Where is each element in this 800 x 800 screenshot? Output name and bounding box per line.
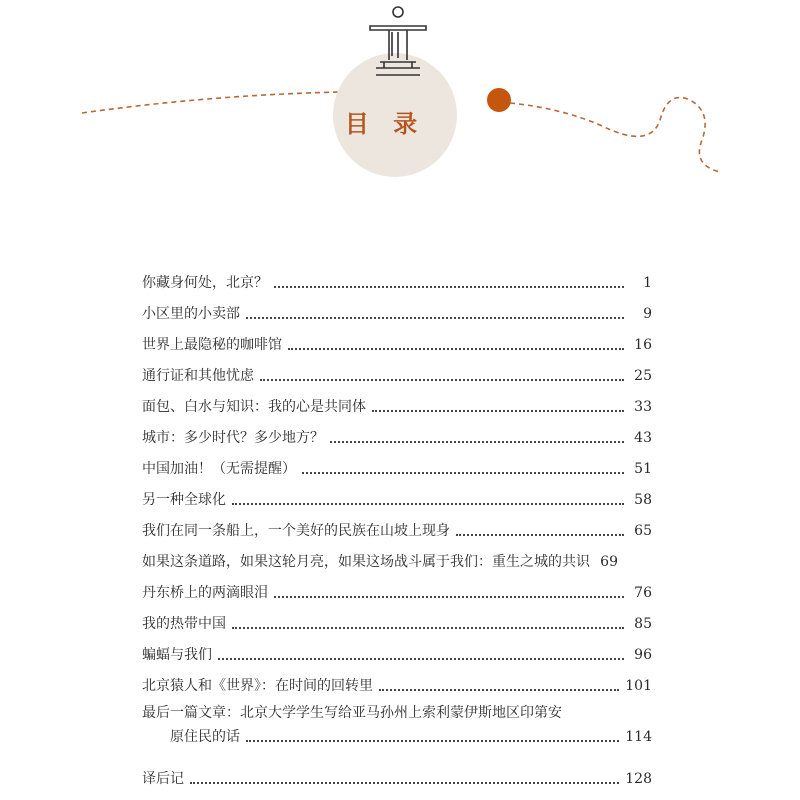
toc-entry-title: 你藏身何处，北京？ xyxy=(142,275,268,291)
dot-leader xyxy=(274,286,624,288)
toc-entry-title: 另一种全球化 xyxy=(142,492,226,508)
toc-entry[interactable] xyxy=(142,603,652,634)
toc-entry[interactable] xyxy=(142,417,652,448)
toc-entry-title: 通行证和其他忧虑 xyxy=(142,368,254,384)
dot-leader xyxy=(379,689,619,691)
toc-entry[interactable] xyxy=(142,293,652,324)
page-title: 目 录 xyxy=(344,109,426,138)
toc-page-number: 69 xyxy=(600,554,618,570)
toc-entry-title: 中国加油！（无需提醒） xyxy=(142,461,296,477)
toc-page-number: 9 xyxy=(643,306,652,322)
toc-entry-title: 我的热带中国 xyxy=(142,616,226,632)
toc-page-number: 85 xyxy=(634,616,652,632)
toc-page-number: 25 xyxy=(634,368,652,384)
dot-leader xyxy=(190,782,619,784)
toc-entry-title: 译后记 xyxy=(142,771,184,787)
toc-entry[interactable] xyxy=(142,448,652,479)
header-art xyxy=(0,0,800,200)
toc-page-number: 58 xyxy=(634,492,652,508)
toc-entry-title: 丹东桥上的两滴眼泪 xyxy=(142,585,268,601)
toc-entry[interactable] xyxy=(142,758,652,789)
dot-leader xyxy=(456,534,624,536)
header-decoration xyxy=(0,0,800,200)
dot-leader xyxy=(246,740,619,742)
dot-leader xyxy=(246,317,624,319)
toc-page-number: 114 xyxy=(625,729,652,745)
toc-entry[interactable] xyxy=(142,510,652,541)
toc-page-number: 76 xyxy=(634,585,652,601)
dot-leader xyxy=(232,503,624,505)
toc-page-number: 101 xyxy=(625,678,652,694)
toc-entry-title: 最后一篇文章：北京大学学生写给亚马孙州上索利蒙伊斯地区印第安 xyxy=(142,705,562,721)
toc-page-number: 1 xyxy=(643,275,652,291)
toc-page-number: 96 xyxy=(634,647,652,663)
toc-entry-title: 我们在同一条船上，一个美好的民族在山坡上现身 xyxy=(142,523,450,539)
dot-leader xyxy=(302,472,624,474)
toc-entry[interactable] xyxy=(142,634,652,665)
toc-entry-title: 面包、白水与知识：我的心是共同体 xyxy=(142,399,366,415)
dot-leader xyxy=(260,379,624,381)
dashed-path-left xyxy=(82,92,340,113)
toc-entry-title: 北京猿人和《世界》：在时间的回转里 xyxy=(142,678,373,694)
toc-entry-title-continued: 原住民的话 xyxy=(170,729,240,745)
toc-entry[interactable] xyxy=(142,355,652,386)
table-of-contents xyxy=(142,262,652,789)
toc-entry[interactable] xyxy=(142,386,652,417)
dot-leader xyxy=(274,596,624,598)
toc-page-number: 128 xyxy=(625,771,652,787)
toc-entry-title: 城市：多少时代？多少地方？ xyxy=(142,430,324,446)
toc-page-number: 16 xyxy=(634,337,652,353)
orange-dot xyxy=(487,88,511,112)
toc-entry[interactable] xyxy=(142,479,652,510)
toc-page-number: 51 xyxy=(634,461,652,477)
toc-entry[interactable] xyxy=(142,541,652,572)
dot-leader xyxy=(218,658,624,660)
toc-entry-title: 如果这条道路，如果这轮月亮，如果这场战斗属于我们：重生之城的共识 xyxy=(142,554,590,570)
toc-entry-continuation xyxy=(142,727,652,747)
dot-leader xyxy=(330,441,624,443)
toc-entry[interactable] xyxy=(142,665,652,696)
toc-entry[interactable] xyxy=(142,324,652,355)
toc-entry[interactable] xyxy=(142,262,652,293)
toc-entry[interactable] xyxy=(142,696,652,758)
toc-entry-title: 蝙蝠与我们 xyxy=(142,647,212,663)
dot-leader xyxy=(372,410,624,412)
toc-entry-title: 世界上最隐秘的咖啡馆 xyxy=(142,337,282,353)
dot-leader xyxy=(288,348,624,350)
toc-entry[interactable] xyxy=(142,572,652,603)
dashed-path-right xyxy=(510,98,720,173)
toc-page-number: 65 xyxy=(634,523,652,539)
toc-page-number: 33 xyxy=(634,399,652,415)
toc-entry-title: 小区里的小卖部 xyxy=(142,306,240,322)
toc-page-number: 43 xyxy=(634,430,652,446)
dot-leader xyxy=(232,627,624,629)
